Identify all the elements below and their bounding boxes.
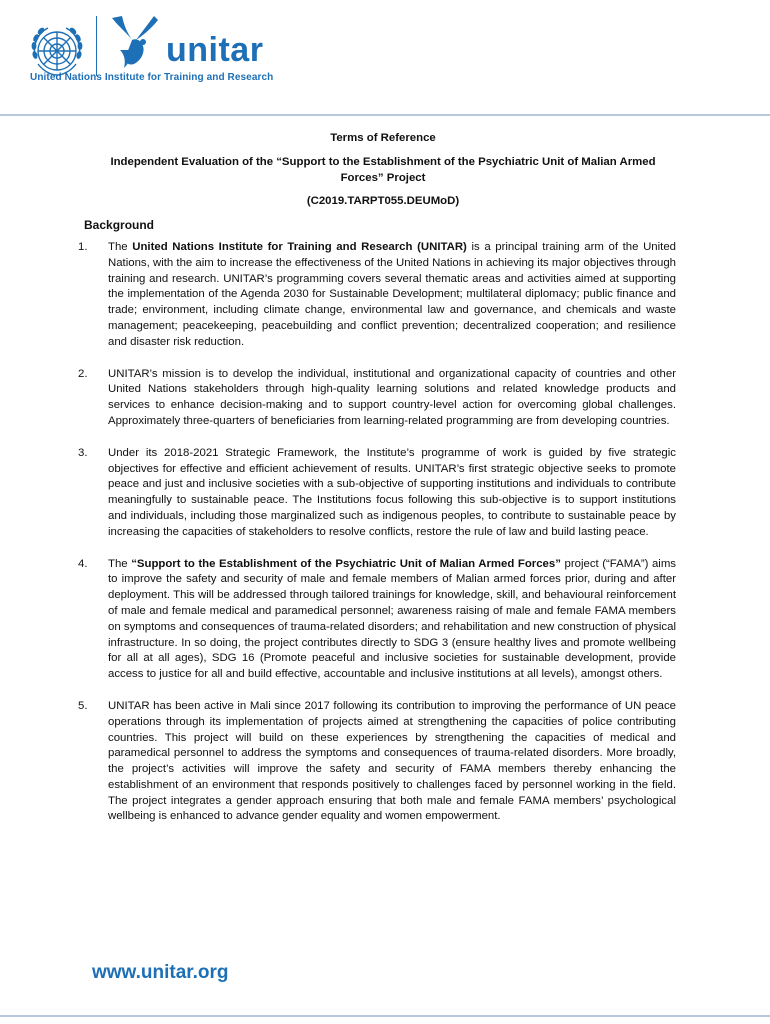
- paragraph-text: Under its 2018-2021 Strategic Framework, the Institute’s programme of work is guided by five strategic objectives for effective and efficient achievement of results. UNITAR’s first strategic objective seeks to promote peace and just and inclusive societies with a sub-objective of supporting institutions and individuals to contribute meaningfully to sustainable peace. The Institutions focus following this sub-objective is to support institutions and individuals, including those marginalized such as indigenous peoples, to contribute to sustainable peace by increasing the capacities of stakeholders to resolve conflicts, restore the rule of law and build lasting peace.: [108, 446, 676, 538]
- paragraph-item: [78, 367, 676, 430]
- paragraph-number: 4.: [78, 557, 88, 570]
- letterhead: [0, 0, 770, 118]
- paragraph-number: 2.: [78, 367, 88, 380]
- document-code: (C2019.TARPT055.DEUMoD): [306, 195, 460, 208]
- footer-rule: [0, 1015, 770, 1017]
- paragraph-number: 5.: [78, 699, 88, 712]
- section-heading: Background: [84, 218, 155, 233]
- paragraph-text: is a principal training arm of the United Nations, with the aim to increase the effectiveness of the United Nations in achieving its major objectives through training and research. UNITAR’s programming covers several thematic areas and activities aimed at supporting the implementation of the Agenda 2030 for Sustainable Development; multilateral diplomacy; public finance and trade; environment, including climate change, environmental law and governance, and chemicals and waste management; peacekeeping, peacebuilding and conflict prevention; decentralized cooperation; and resilience and disaster risk reduction.: [108, 240, 676, 348]
- paragraph-text: The: [108, 557, 132, 570]
- paragraph-number: 3.: [78, 446, 88, 459]
- paragraph-item: [78, 446, 676, 541]
- paragraph-bold: United Nations Institute for Training and Research (UNITAR): [132, 240, 467, 253]
- paragraph-item: [78, 699, 676, 825]
- paragraph-text: project (“FAMA”) aims to improve the safety and security of male and female members of Malian armed forces prior, during and after deployment. This will be addressed through tailored trainings for knowledge, skill, and behavioural reinforcement of male and female medical and paramedical personnel; awareness raising of male and female FAMA members on symptoms and consequences of trauma-related disorders; and rehabilitation and new construction of physical infrastructure. In so doing, the project contributes directly to SDG 3 (ensure healthy lives and promote wellbeing for all at all ages), SDG 16 (Promote peaceful and inclusive societies for sustainable development, provide access to justice for all and build effective, accountable and inclusive institutions at all levels), amongst others.: [108, 557, 677, 681]
- document-subtitle: Independent Evaluation of the “Support to the Establishment of the Psychiatric Unit of Malian Armed Forces” Project: [110, 155, 656, 184]
- paragraph-item: [78, 240, 676, 351]
- header-rule: [0, 114, 770, 116]
- document-title: Terms of Reference: [330, 132, 436, 144]
- brand-wordmark: unitar: [166, 31, 264, 69]
- paragraph-text: The: [108, 240, 133, 253]
- paragraph-bold: “Support to the Establishment of the Psychiatric Unit of Malian Armed Forces”: [131, 557, 561, 570]
- paragraph-item: [78, 557, 677, 683]
- paragraph-list: [78, 240, 677, 825]
- brand-divider: [96, 16, 97, 76]
- unitar-logo-icon: [102, 10, 164, 76]
- footer-website-link[interactable]: www.unitar.org: [92, 962, 229, 983]
- document-body: [78, 131, 677, 841]
- paragraph-text: UNITAR’s mission is to develop the individual, institutional and organizational capacity of countries and other United Nations stakeholders through high-quality learning solutions and related knowledge products and services to enhance decision-making and to support country-level action for overcoming global challenges. Approximately three-quarters of beneficiaries from learning-related programming are from developing countries.: [108, 367, 676, 427]
- brand-subtitle: United Nations Institute for Training and Research: [30, 72, 274, 83]
- paragraph-text: UNITAR has been active in Mali since 2017 following its contribution to improving the performance of UN peace operations through its implementation of projects aimed at strengthening the capacities of police contributing countries. This project will build on these experiences by strengthening the capacities of medical and paramedical personnel to address the symptoms and consequences of trauma-related disorders. More broadly, the project’s activities will improve the safety and security of FAMA members thereby enhancing the establishment of an environment that responds positively to challenges faced by personnel working in the field. The project integrates a gender approach ensuring that both male and female FAMA members’ psychological wellbeing is enhanced to advance gender equality and women empowerment.: [108, 699, 676, 823]
- paragraph-number: 1.: [78, 240, 88, 253]
